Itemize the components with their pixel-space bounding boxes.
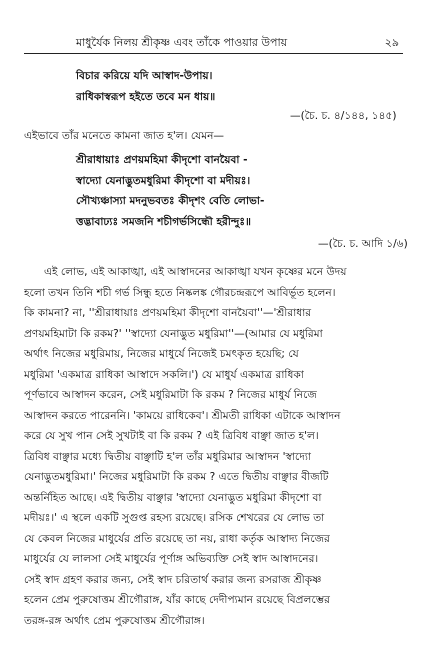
intro-line: এইভাবে তাঁর মনেতে কামনা জাত হ'ল। যেমন— [24, 130, 225, 142]
paragraph-line: অন্তর্নিহিত আছে। এই দ্বিতীয় বাঞ্ছার 'স্বাদ্যো যেনাদ্ভুত মধুরিমা কীদৃশো বা [24, 491, 322, 504]
sloka-line: শ্রীরাধায়াঃ প্রণয়মহিমা কীদৃশো বানয়ৈবা - [76, 154, 248, 166]
paragraph-line: সেই স্বাদ গ্রহণ করার জন্য, সেই স্বাদ চরিতার্থ করার জন্য রসরাজ শ্রীকৃষ্ণ [24, 573, 322, 586]
sloka-block [76, 150, 264, 232]
verse-line: বিচার করিয়ে যদি আস্বাদ-উপায়। [76, 70, 213, 82]
paragraph-line: মাধুর্যের যে লালসা সেই মাধুর্যের পূর্ণাঙ্গ অভিব্যক্তি সেই স্বাদ আস্বাদনের। [24, 553, 319, 565]
paragraph-line: এই লোভ, এই আকাঙ্খা, এই আস্বাদনের আকাঙ্খা যখন কৃষ্ণের মনে উদয় [44, 266, 347, 278]
paragraph-line: অর্থাৎ নিজের মধুরিমায়, নিজের মাধুর্যে নিজেই চমৎকৃত হয়েছি; যে [24, 348, 299, 360]
verse-line: রাধিকাস্বরূপ হইতে তবে মন ধায়॥ [76, 90, 216, 103]
sloka-line: স্বাদ্যো যেনাদ্ভুতমধুরিমা কীদৃশো বা মদীয়ঃ। [76, 174, 251, 187]
paragraph-line: প্রণয়মহিমাটা কি রকম?' ''স্বাদ্যো যেনাদ্ভুত মধুরিমা''—(আমার যে মধুরিমা [24, 327, 323, 340]
paragraph-line: তরঙ্গ-রঙ্গ অর্থাৎ প্রেম পুরুষোত্তম শ্রীগৌরাঙ্গ। [24, 614, 205, 627]
chapter-title: মাধুর্যৈক নিলয় শ্রীকৃষ্ণ এবং তাঁকে পাওয়ার উপায় [76, 36, 288, 49]
paragraph-line: কি কামনা? না, ''শ্রীরাধায়াঃ প্রণয়মহিমা কীদৃশো বানয়ৈবা''—'শ্রীরাধার [24, 307, 312, 319]
sloka-line: সৌখ্যঞ্চাস্যা মদনুভবতঃ কীদৃশং বেতি লোভা- [76, 195, 265, 207]
paragraph-line: যে কেবল নিজের মাধুর্যের প্রতি রয়েছে তা নয়, রাধা কর্তৃক আস্বাদ্য নিজের [24, 532, 330, 545]
paragraph-line: মদীয়ঃ।' এ স্থলে একটি সুগুপ্ত রহস্য রয়েছে। রসিক শেখরের যে লোভ তা [24, 512, 325, 524]
paragraph-line: মধুরিমা 'একমাত্র রাধিকা আস্বাদে সকলি।') যে মাধুর্য একমাত্র রাধিকা [24, 368, 304, 381]
page-number: ২৯ [384, 36, 399, 49]
sloka-line: ত্তদ্ভাবাঢ্যঃ সমজনি শচীগর্ভসিন্ধৌ হরীন্দুঃ॥ [76, 215, 252, 228]
paragraph-line: হলো তখন তিনি শচী গর্ভ সিন্ধু হতে নিষ্কলঙ্ক গৌরচন্দ্ররূপে আবির্ভূত হলেন। [24, 286, 336, 299]
paragraph-line: আস্বাদন করতে পারেননি। 'কাময়ে রাধিকেব'। শ্রীমতী রাধিকা এটাকে আস্বাদন [24, 409, 341, 422]
paragraph-line: করে যে সুখ পান সেই সুখটাই বা কি রকম ? এই ত্রিবিধ বাঞ্ছা জাত হ'ল। [24, 430, 319, 442]
verse-block [76, 66, 215, 107]
paragraph-line: হলেন প্রেম পুরুষোত্তম শ্রীগৌরাঙ্গ, যাঁর কাছে দেদীপ্যমান রয়েছে বিপ্রলম্ভের [24, 594, 330, 606]
verse-reference: —(চৈ. চ. ৪/১৪৪, ১৪৫) [290, 110, 397, 122]
sloka-reference: —(চৈ. চ. আদি ১/৬) [318, 238, 408, 250]
paragraph-line: যেনাদ্ভুতমধুরিমা।' নিজের মধুরিমাটা কি রকম ? এতে দ্বিতীয় বাঞ্ছার বীজটি [24, 471, 329, 483]
paragraph-line: ত্রিবিধ বাঞ্ছার মধ্যে দ্বিতীয় বাঞ্ছাটি হ'ল তাঁর মধুরিমার আস্বাদন 'স্বাদ্যো [24, 450, 311, 463]
running-header [24, 33, 403, 54]
body-paragraph [24, 262, 404, 631]
paragraph-line: পূর্ণভাবে আস্বাদন করেন, সেই মধুরিমাটা কি রকম ? নিজের মাধুর্য নিজে [24, 389, 317, 401]
